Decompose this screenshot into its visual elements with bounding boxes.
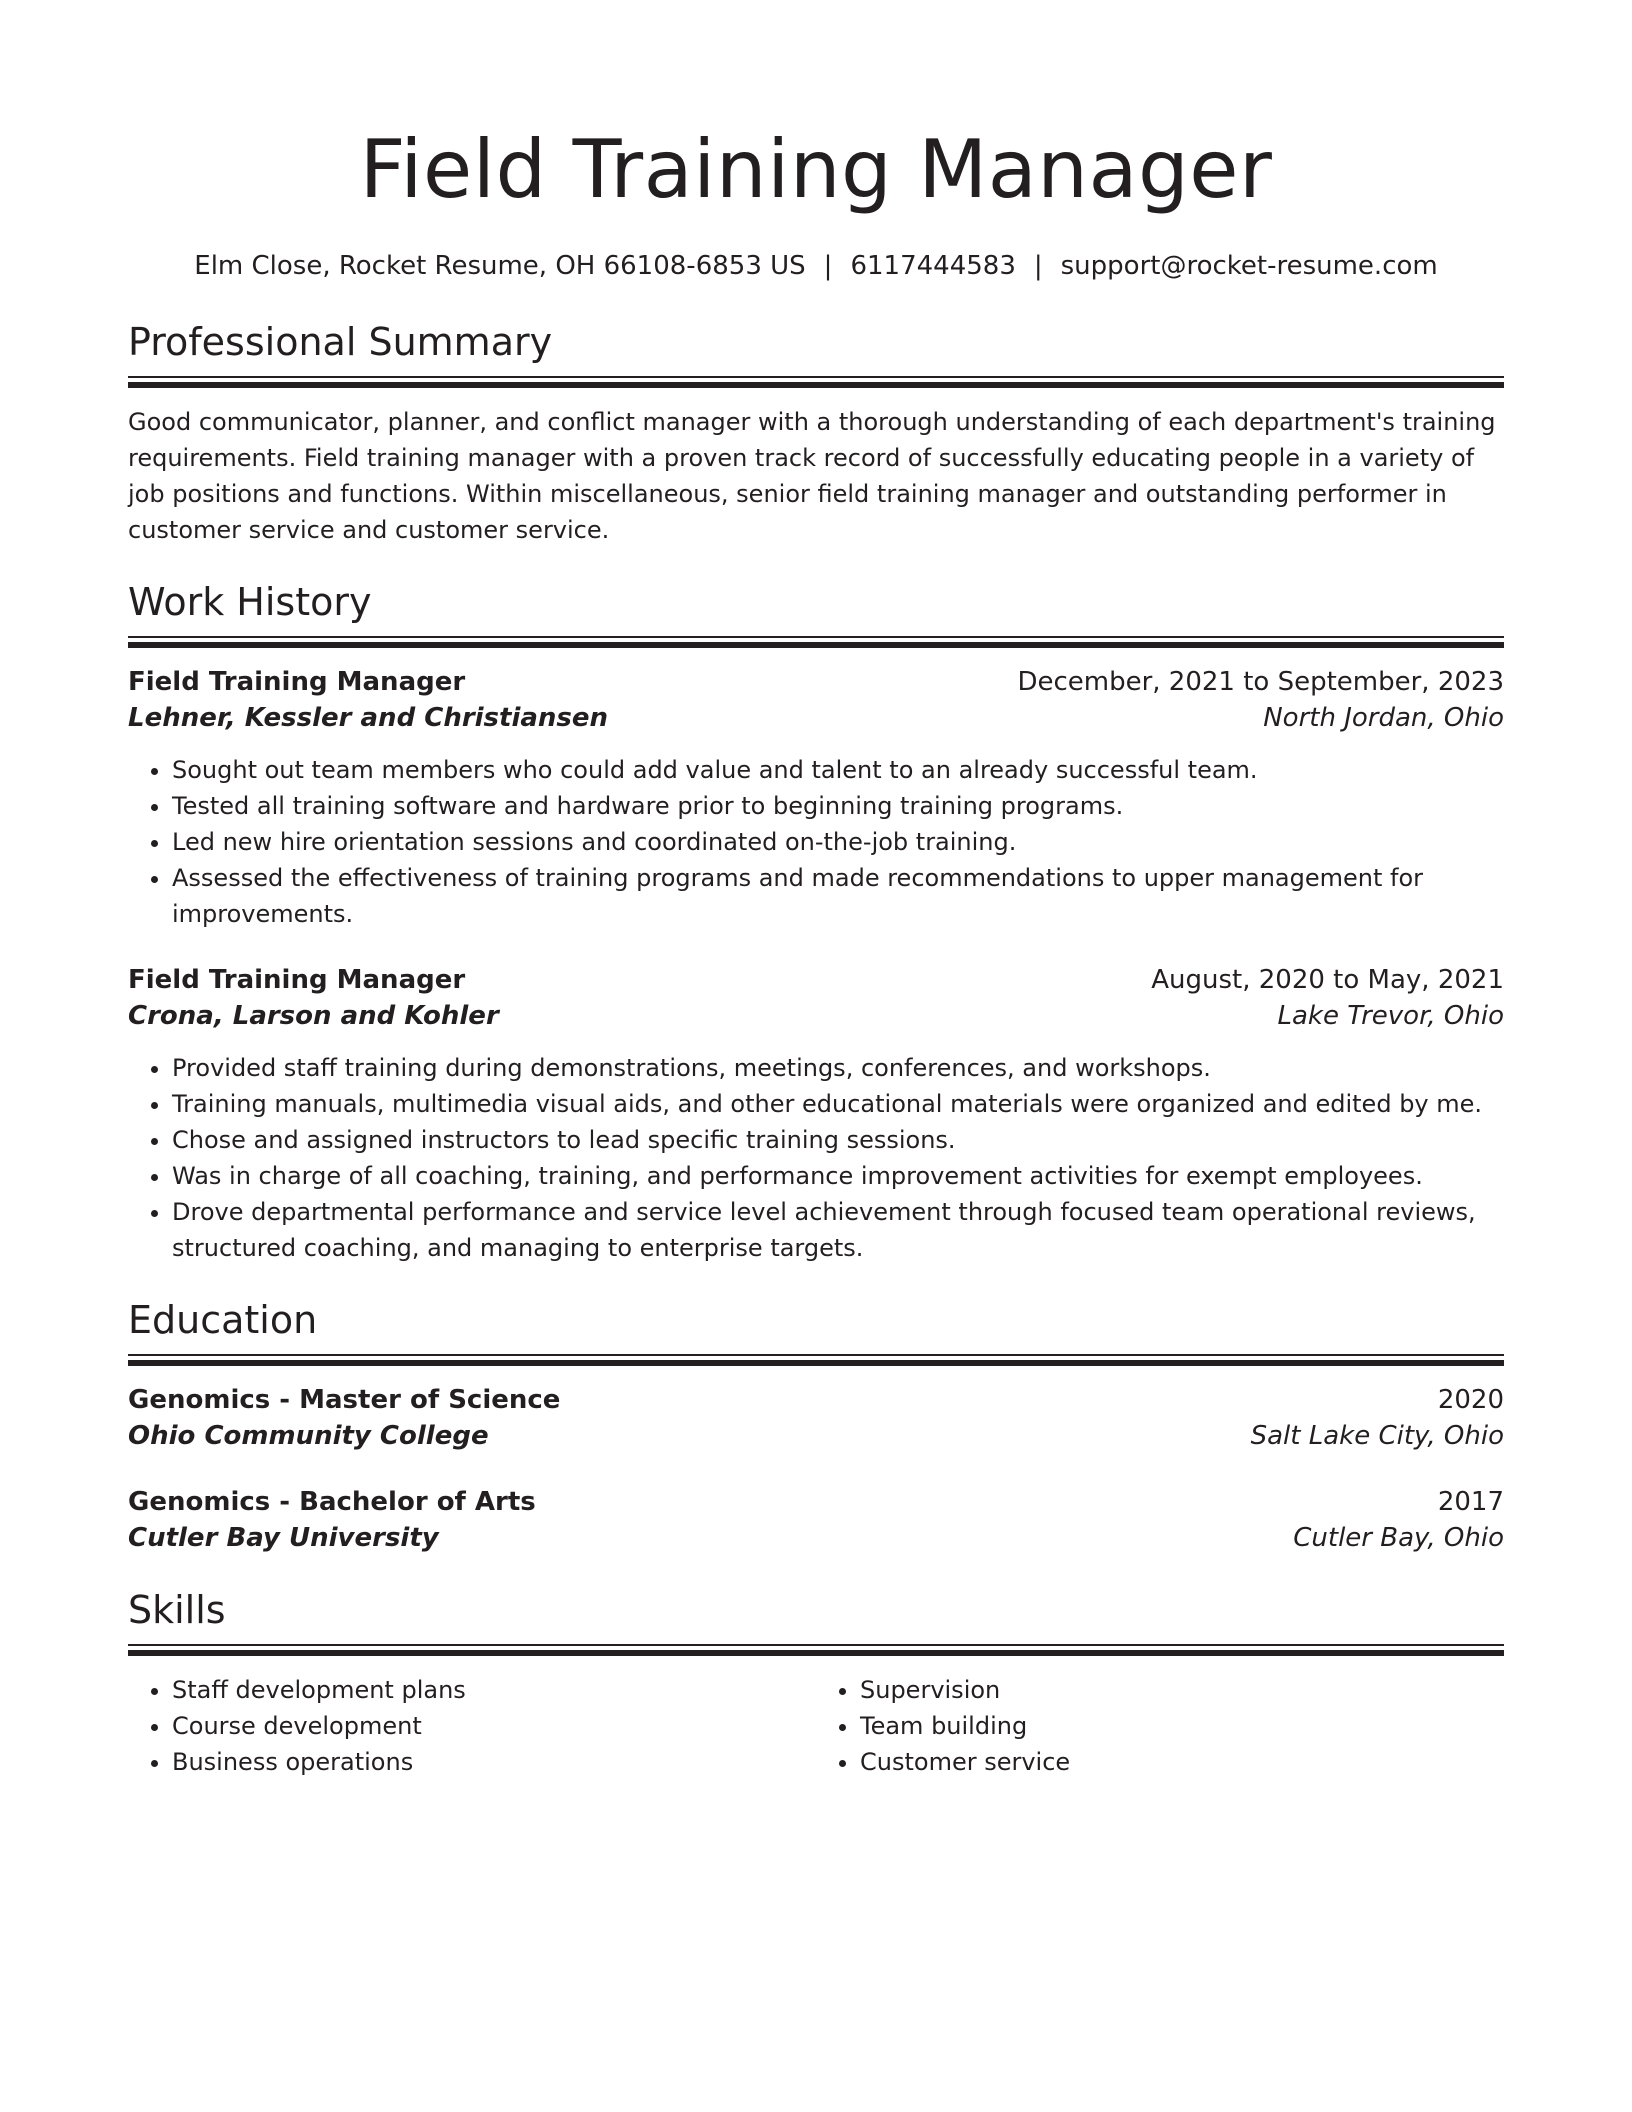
contact-phone: 6117444583 <box>850 251 1016 281</box>
section-divider <box>128 1354 1504 1366</box>
skills-column-right <box>816 1672 1504 1780</box>
contact-separator: | <box>1033 251 1043 281</box>
job-location: North Jordan, Ohio <box>1263 703 1504 733</box>
list-item: • Training manuals, multimedia visual aids, and other educational materials were organized and edited by me. <box>172 1086 1504 1122</box>
contact-separator: | <box>823 251 833 281</box>
skill-item: • Course development <box>172 1708 816 1744</box>
section-divider <box>128 376 1504 388</box>
list-item: • Tested all training software and hardware prior to beginning training programs. <box>172 788 1504 824</box>
skill-item: • Team building <box>860 1708 1504 1744</box>
list-item: • Assessed the effectiveness of training programs and made recommendations to upper management for improvements. <box>172 860 1504 932</box>
school-location: Cutler Bay, Ohio <box>1293 1523 1504 1553</box>
education-entry <box>128 1484 1504 1556</box>
list-item: • Provided staff training during demonstrations, meetings, conferences, and workshops. <box>172 1050 1504 1086</box>
section-divider <box>128 1644 1504 1656</box>
education-entry <box>128 1382 1504 1454</box>
school-location: Salt Lake City, Ohio <box>1250 1421 1504 1451</box>
graduation-year: 2017 <box>1437 1487 1504 1517</box>
list-item: • Led new hire orientation sessions and coordinated on-the-job training. <box>172 824 1504 860</box>
skill-item: • Customer service <box>860 1744 1504 1780</box>
job-entry <box>128 664 1504 932</box>
summary-text: Good communicator, planner, and conflict manager with a thorough understanding of each department's training requirements. Field training manager with a proven track record of successfully educating people in a variety of job positions and functions. Within miscellaneous, senior field training manager and outstanding performer in customer service and customer service. <box>128 408 1496 544</box>
job-employer: Crona, Larson and Kohler <box>128 1001 499 1031</box>
job-dates: August, 2020 to May, 2021 <box>1151 965 1504 995</box>
skills-heading: Skills <box>128 1588 226 1632</box>
skill-item: • Business operations <box>172 1744 816 1780</box>
school: Ohio Community College <box>128 1421 489 1451</box>
contact-email: support@rocket-resume.com <box>1060 251 1438 281</box>
degree: Genomics - Bachelor of Arts <box>128 1487 536 1517</box>
job-bullets <box>128 1050 1504 1266</box>
job-entry <box>128 962 1504 1266</box>
job-location: Lake Trevor, Ohio <box>1277 1001 1504 1031</box>
education-heading: Education <box>128 1298 318 1342</box>
education-section <box>128 1296 1504 1556</box>
skill-item: • Staff development plans <box>172 1672 816 1708</box>
summary-section <box>128 318 1504 548</box>
list-item: • Drove departmental performance and service level achievement through focused team operational reviews, structured coaching, and managing to enterprise targets. <box>172 1194 1504 1266</box>
skills-column-left <box>128 1672 816 1780</box>
section-divider <box>128 636 1504 648</box>
degree: Genomics - Master of Science <box>128 1385 561 1415</box>
list-item: • Sought out team members who could add value and talent to an already successful team. <box>172 752 1504 788</box>
work-history-heading: Work History <box>128 580 372 624</box>
job-employer: Lehner, Kessler and Christiansen <box>128 703 609 733</box>
work-history-section <box>128 578 1504 1266</box>
job-title: Field Training Manager <box>128 667 466 697</box>
job-dates: December, 2021 to September, 2023 <box>1017 667 1504 697</box>
skills-section <box>128 1586 1504 1780</box>
summary-heading: Professional Summary <box>128 320 553 364</box>
candidate-name: Field Training Manager <box>359 123 1273 216</box>
skill-item: • Supervision <box>860 1672 1504 1708</box>
skills-grid <box>128 1672 1504 1780</box>
list-item: • Chose and assigned instructors to lead specific training sessions. <box>172 1122 1504 1158</box>
job-bullets <box>128 752 1504 932</box>
contact-line <box>128 248 1504 284</box>
school: Cutler Bay University <box>128 1523 439 1553</box>
graduation-year: 2020 <box>1437 1385 1504 1415</box>
job-title: Field Training Manager <box>128 965 466 995</box>
list-item: • Was in charge of all coaching, training, and performance improvement activities for exempt employees. <box>172 1158 1504 1194</box>
contact-address: Elm Close, Rocket Resume, OH 66108-6853 US <box>194 251 806 281</box>
